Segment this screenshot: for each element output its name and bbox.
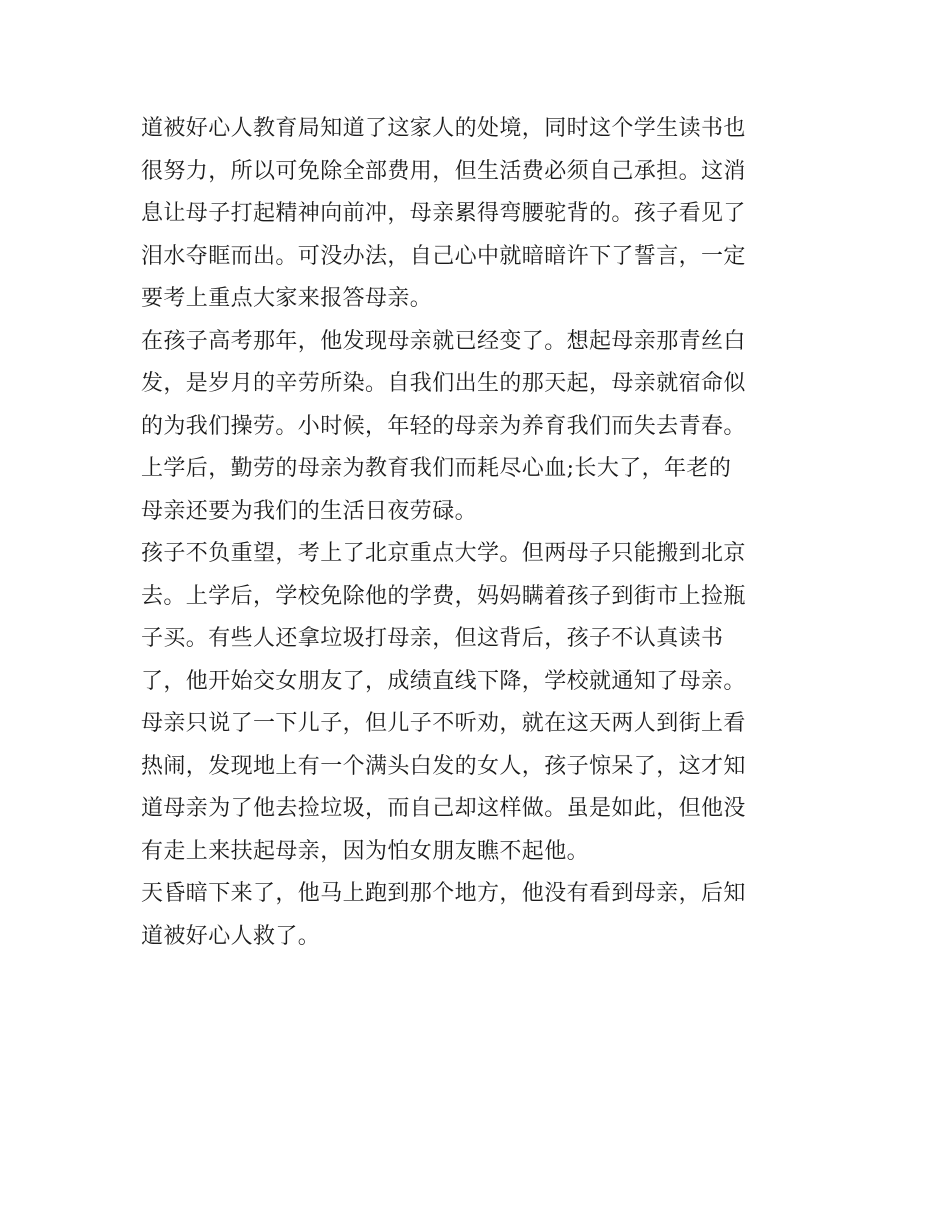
text-line: 有走上来扶起母亲，因为怕女朋友瞧不起他。 [141, 838, 590, 864]
text-line: 息让母子打起精神向前冲，母亲累得弯腰驼背的。孩子看见了 [141, 201, 746, 226]
text-line: 天昏暗下来了，他马上跑到那个地方，他没有看到母亲，后知 [141, 881, 746, 906]
paragraph-3 [141, 533, 821, 873]
text-line: 孩子不负重望，考上了北京重点大学。但两母子只能搬到北京 [141, 541, 746, 566]
paragraph-4 [141, 873, 821, 958]
paragraph-1 [141, 108, 821, 321]
text-line: 母亲只说了一下儿子，但儿子不听劝，就在这天两人到街上看 [141, 711, 746, 736]
text-line: 道母亲为了他去捡垃圾，而自己却这样做。虽是如此，但他没 [141, 796, 746, 821]
text-line: 热闹，发现地上有一个满头白发的女人，孩子惊呆了，这才知 [141, 753, 746, 779]
text-line: 上学后，勤劳的母亲为教育我们而耗尽心血;长大了，年老的 [141, 456, 732, 481]
text-line: 在孩子高考那年，他发现母亲就已经变了。想起母亲那青丝白 [141, 328, 746, 354]
text-line: 道被好心人救了。 [141, 923, 321, 949]
document-body [141, 108, 821, 958]
text-line: 泪水夺眶而出。可没办法，自己心中就暗暗许下了誓言，一定 [141, 243, 746, 269]
text-line: 的为我们操劳。小时候，年轻的母亲为养育我们而失去青春。 [141, 413, 746, 439]
text-line: 发，是岁月的辛劳所染。自我们出生的那天起，母亲就宿命似 [141, 371, 746, 396]
text-line: 要考上重点大家来报答母亲。 [141, 286, 433, 311]
text-line: 很努力，所以可免除全部费用，但生活费必须自己承担。这消 [141, 158, 746, 184]
paragraph-2 [141, 321, 821, 534]
text-line: 母亲还要为我们的生活日夜劳碌。 [141, 498, 478, 524]
text-line: 道被好心人教育局知道了这家人的处境，同时这个学生读书也 [141, 116, 746, 141]
text-line: 去。上学后，学校免除他的学费，妈妈瞒着孩子到街市上捡瓶 [141, 583, 746, 609]
text-line: 了，他开始交女朋友了，成绩直线下降，学校就通知了母亲。 [141, 668, 746, 694]
text-line: 子买。有些人还拿垃圾打母亲，但这背后，孩子不认真读书 [141, 626, 724, 651]
